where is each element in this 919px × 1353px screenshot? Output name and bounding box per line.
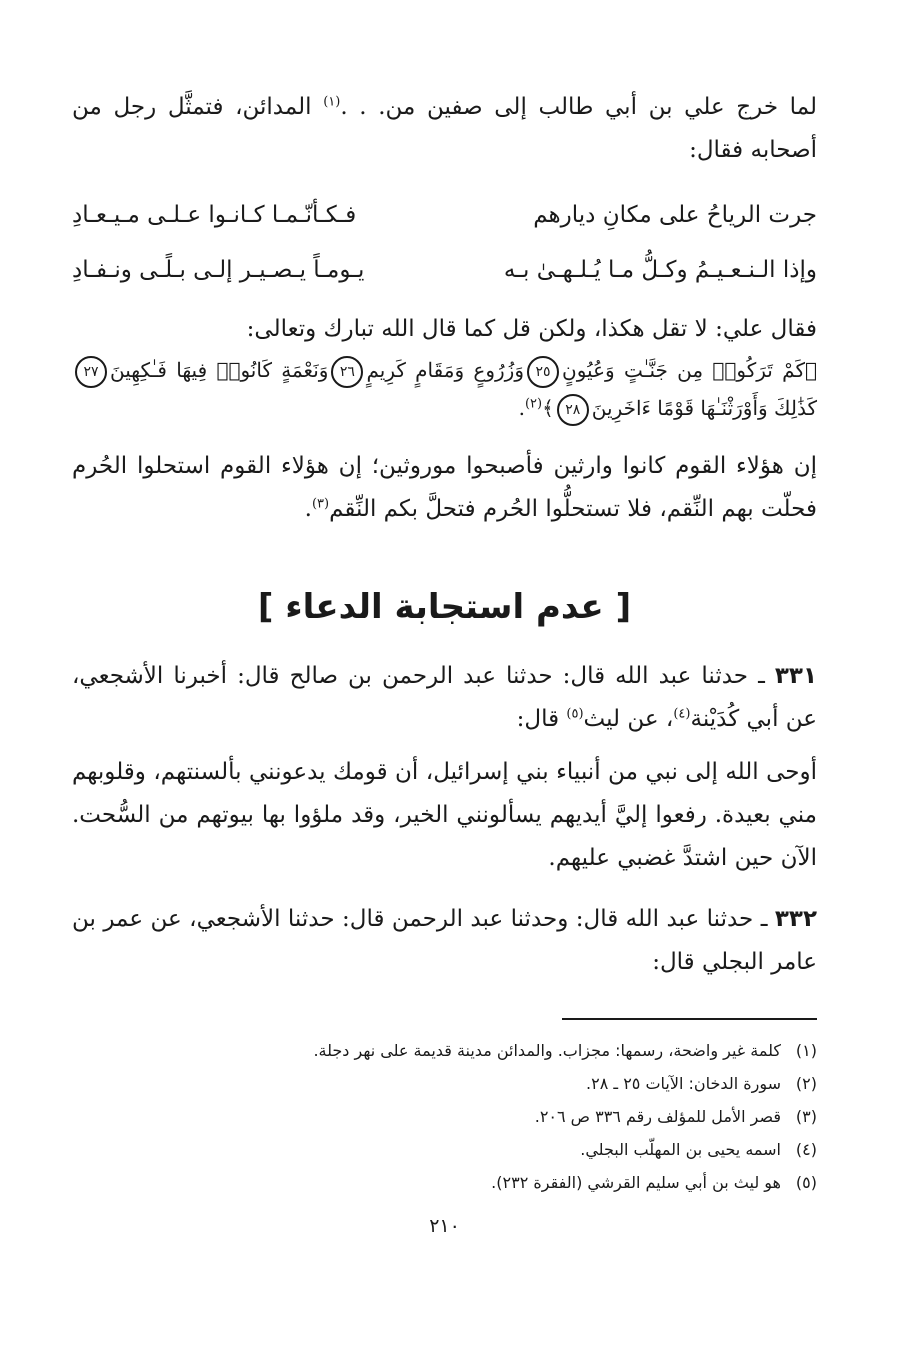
ayah-number-27: ٢٧ [75,356,107,388]
entry-331-isnad [72,655,817,741]
footnote-5 [72,1166,817,1199]
verse-1-second-hemistich: فـكـأنّـمـا كـانـوا عـلـى مـيـعـادِ [72,202,357,228]
entry-332-number: ٣٣٢ [774,906,818,932]
entry-332-isnad [72,898,817,984]
entry-331-text-c: قال: [516,706,567,732]
footnotes-list [72,1034,817,1199]
quran-part-4: كَذَٰلِكَ وَأَوْرَثْنَـٰهَا قَوْمًا ءَاخَرِينَ [591,396,817,420]
verse-2-first-hemistich: وإذا الـنـعـيـمُ وكـلُّ مـا يُـلـهـىٰ بـه [503,257,817,283]
poem-verse-1 [72,188,817,243]
commentary-end: . [304,496,312,522]
footnote-2-text: سورة الدخان: الآيات ٢٥ ـ ٢٨. [586,1074,781,1093]
ayah-number-28: ٢٨ [557,394,589,426]
intro-text-after: المدائن، فتمثَّل رجل من أصحابه فقال: [72,94,817,163]
commentary-paragraph [72,445,817,531]
footnote-3 [72,1100,817,1133]
verse-1-first-hemistich: جرت الرياحُ على مكانِ ديارهم [533,202,817,228]
quran-close-bracket: ﴾ [542,396,554,420]
section-heading: [ عدم استجابة الدعاء ] [257,587,632,627]
ayah-number-25: ٢٥ [527,356,559,388]
footnote-2-number: (٢) [795,1074,817,1093]
quran-part-2: وَزُرُوعٍ وَمَقَامٍ كَرِيمٍ [366,358,525,382]
entry-331-body: أوحى الله إلى نبي من أنبياء بني إسرائيل، أن قومك يدعونني بألسنتهم، وقلوبهم مني بعيدة. رفعوا إليَّ أيديهم يسألونني الخير، وقد ملؤوا بها بيوتهم من السُّحت. الآن حين اشتدَّ غضبي عليهم. [72,759,817,871]
entry-331-number: ٣٣١ [774,663,817,689]
footnote-1 [72,1034,817,1067]
footnote-1-text: كلمة غير واضحة، رسمها: مجزاب. والمدائن مدينة قديمة على نهر دجلة. [313,1041,781,1060]
footnote-ref-2: (٢) [524,396,543,412]
footnote-ref-5: (٥) [566,706,584,722]
entry-332-text: ـ حدثنا عبد الله قال: وحدثنا عبد الرحمن قال: حدثنا الأشجعي، عن عمر بن عامر البجلي قال: [72,906,817,975]
verse-2-second-hemistich: يـومـاً يـصـيـر إلـى بـلًـى ونـفـادِ [72,257,365,283]
ayah-number-26: ٢٦ [331,356,363,388]
quran-end: . [518,396,525,420]
poem-verse-2 [72,243,817,298]
footnote-4-text: اسمه يحيى بن المهلّب البجلي. [580,1140,781,1159]
entry-331-text-a: ـ حدثنا عبد الله قال: حدثنا عبد الرحمن بن صالح قال: أخبرنا الأشجعي، عن أبي كُدَيْنة [72,663,817,732]
intro-text-before: لما خرج علي بن أبي طالب إلى صفين من. . . [340,94,817,120]
footnote-4 [72,1133,817,1166]
footnote-1-number: (١) [795,1041,817,1060]
footnote-2 [72,1067,817,1100]
quran-quotation [72,351,817,427]
footnote-ref-1: (١) [323,94,341,110]
footnote-separator [562,1018,817,1020]
footnote-ref-3: (٣) [311,496,330,512]
footnote-3-text: قصر الأمل للمؤلف رقم ٣٣٦ ص ٢٠٦. [534,1107,781,1126]
intro-paragraph [72,86,817,172]
quran-open-bracket: ﴿ [805,358,818,382]
page-number: ٢١٠ [429,1215,460,1237]
footnote-3-number: (٣) [795,1107,817,1126]
poem [72,188,817,298]
quran-part-3: وَنَعْمَةٍ كَانُوا۟ فِيهَا فَـٰكِهِينَ [110,358,329,382]
ali-reply: فقال علي: لا تقل هكذا، ولكن قل كما قال الله تبارك وتعالى: [246,316,817,342]
footnote-5-number: (٥) [795,1173,817,1192]
footnote-5-text: هو ليث بن أبي سليم القرشي (الفقرة ٢٣٢). [491,1173,781,1192]
book-page [72,86,817,1237]
footnote-4-number: (٤) [795,1140,817,1159]
entry-331-text-b: ، عن ليث [583,706,674,732]
quran-part-1: كَمْ تَرَكُوا۟ مِن جَنَّـٰتٍ وَعُيُونٍ [562,358,805,382]
commentary-text: إن هؤلاء القوم كانوا وارثين فأصبحوا موروثين؛ إن هؤلاء القوم استحلوا الحُرم فحلّت بهم النِّقم، فلا تستحلُّوا الحُرم فتحلَّ بكم النِّقم [72,453,817,522]
footnote-ref-4: (٤) [673,706,691,722]
